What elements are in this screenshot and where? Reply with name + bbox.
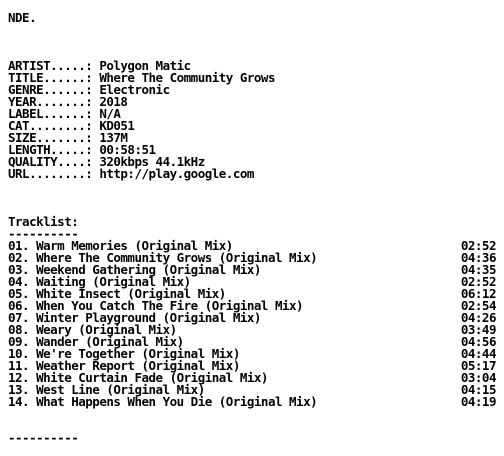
track-duration: 04:44 [460,346,496,361]
tracklist-heading: Tracklist: [8,214,79,229]
info-length: LENGTH.....: 00:58:51 [8,142,156,157]
track-duration: 02:52 [460,274,496,289]
track-duration: 02:54 [460,298,496,313]
track-title: 01. Warm Memories (Original Mix) [8,238,233,253]
info-genre: GENRE......: Electronic [8,82,170,97]
track-title: 14. What Happens When You Die (Original Mix) [8,394,318,409]
info-title: TITLE......: Where The Community Grows [8,70,275,85]
info-cat: CAT........: KD051 [8,118,135,133]
release-group-tag: NDE. [8,10,37,25]
info-quality: QUALITY....: 320kbps 44.1kHz [8,154,205,169]
info-year: YEAR.......: 2018 [8,94,128,109]
track-duration: 06:12 [460,286,496,301]
info-label: LABEL......: N/A [8,106,121,121]
track-title: 02. Where The Community Grows (Original Mix) [8,250,318,265]
track-duration: 05:17 [460,358,496,373]
track-title: 11. Weather Report (Original Mix) [8,358,240,373]
track-duration: 04:36 [460,250,496,265]
track-title: 03. Weekend Gathering (Original Mix) [8,262,261,277]
track-title: 07. Winter Playground (Original Mix) [8,310,261,325]
track-title: 04. Waiting (Original Mix) [8,274,191,289]
track-row [8,396,496,408]
info-size: SIZE.......: 137M [8,130,128,145]
track-title: 06. When You Catch The Fire (Original Mix) [8,298,304,313]
info-url: URL........: http://play.google.com [8,166,254,181]
track-title: 05. White Insect (Original Mix) [8,286,226,301]
track-title: 13. West Line (Original Mix) [8,382,205,397]
track-duration: 03:49 [460,322,496,337]
tracklist-underline: ---------- [8,226,79,241]
track-title: 09. Wander (Original Mix) [8,334,184,349]
track-duration: 03:04 [460,370,496,385]
footer-rule: ---------- [8,430,79,445]
track-title: 12. White Curtain Fade (Original Mix) [8,370,268,385]
info-artist: ARTIST.....: Polygon Matic [8,58,191,73]
track-duration: 04:19 [460,394,496,409]
track-duration: 02:52 [460,238,496,253]
track-title: 08. Weary (Original Mix) [8,322,177,337]
track-duration: 04:56 [460,334,496,349]
track-title: 10. We're Together (Original Mix) [8,346,240,361]
track-duration: 04:15 [460,382,496,397]
track-duration: 04:35 [460,262,496,277]
track-duration: 04:26 [460,310,496,325]
